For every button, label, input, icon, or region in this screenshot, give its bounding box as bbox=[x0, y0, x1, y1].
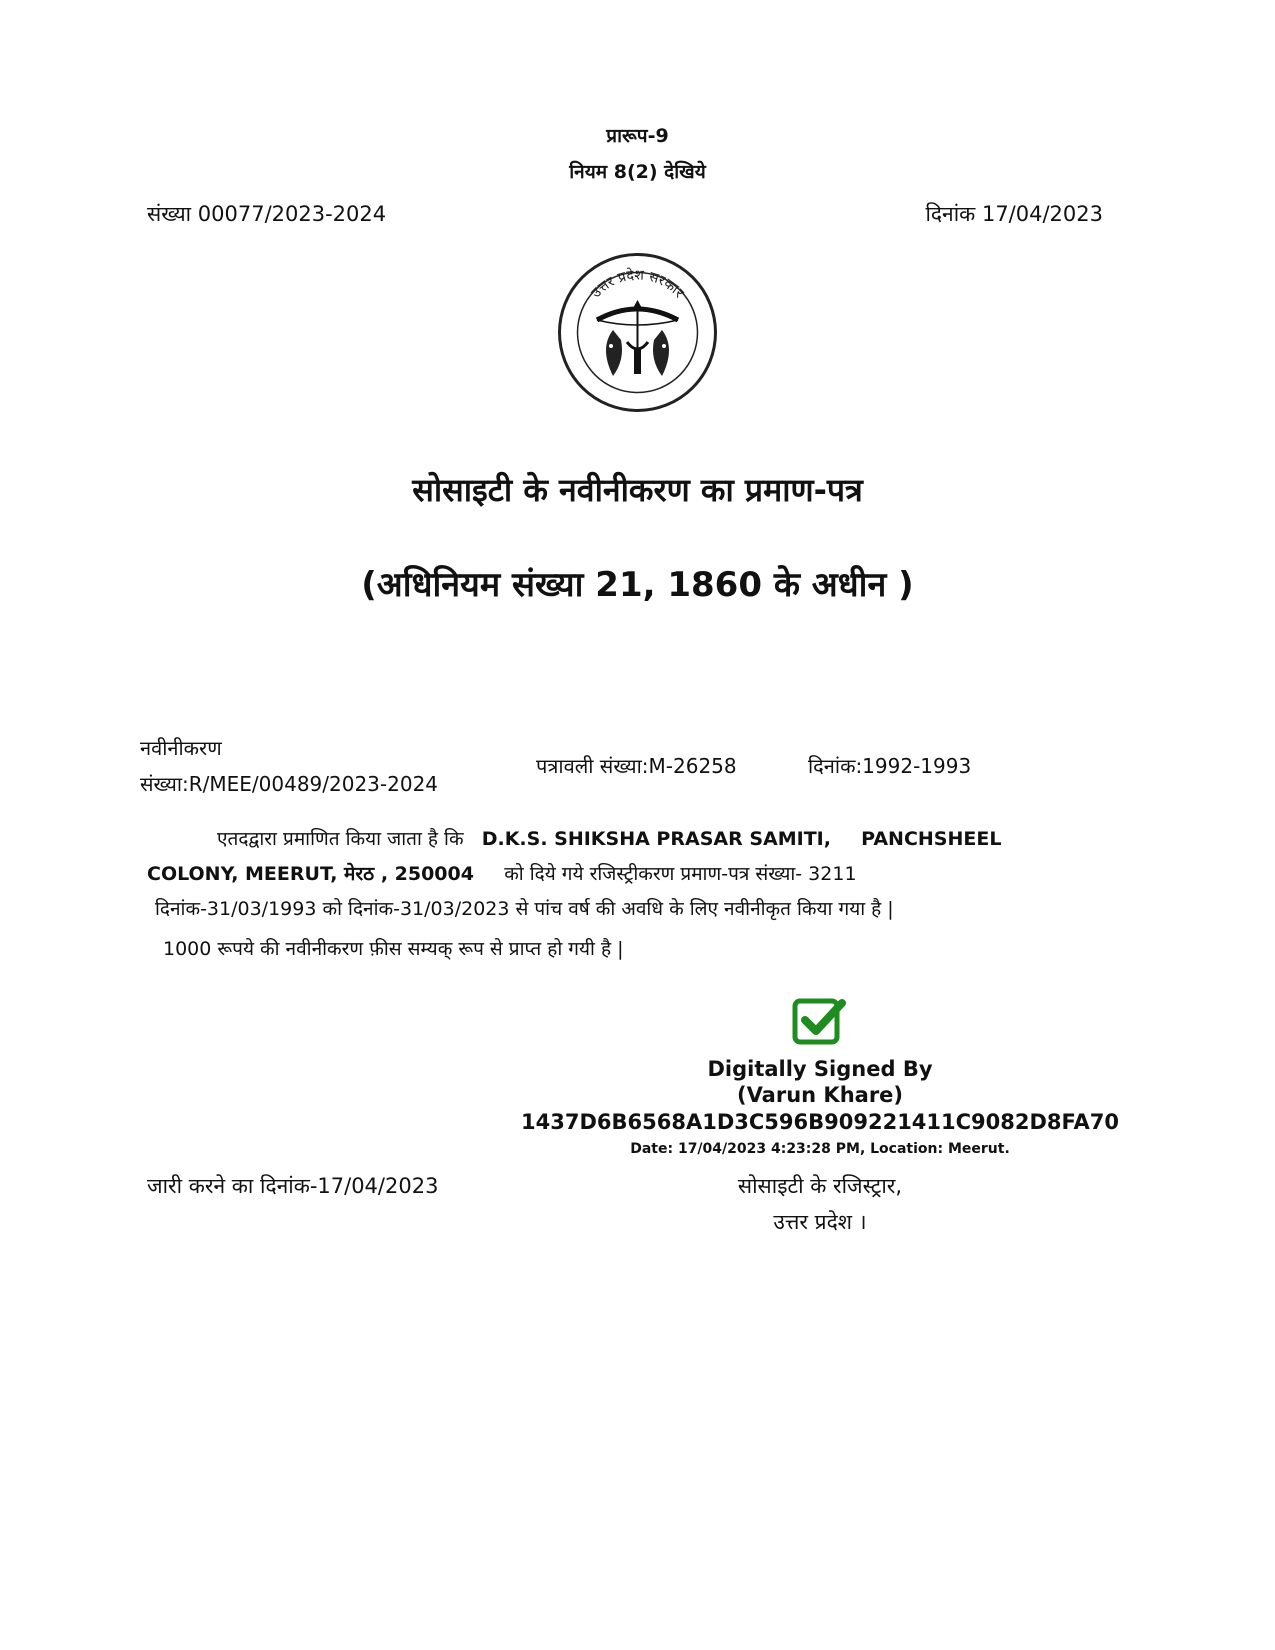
renewal-label: नवीनीकरण bbox=[140, 736, 222, 760]
renewal-period-text: दिनांक-31/03/1993 को दिनांक-31/03/2023 से पांच वर्ष की अवधि के लिए नवीनीकृत किया गया है | bbox=[155, 898, 894, 920]
svg-text:उत्तर प्रदेश सरकार: उत्तर प्रदेश सरकार bbox=[588, 267, 687, 302]
up-government-emblem bbox=[555, 250, 720, 415]
certification-line-2 bbox=[147, 860, 857, 886]
signer-name: (Varun Khare) bbox=[736, 1083, 904, 1107]
certificate-number: संख्या 00077/2023-2024 bbox=[147, 202, 387, 226]
file-date: दिनांक:1992-1993 bbox=[808, 754, 972, 778]
form-number: प्रारूप-9 bbox=[606, 125, 669, 147]
issue-date: जारी करने का दिनांक-17/04/2023 bbox=[147, 1174, 439, 1198]
certificate-date: दिनांक 17/04/2023 bbox=[925, 202, 1103, 226]
society-address-2: COLONY, MEERUT, मेरठ , 250004 bbox=[147, 863, 474, 885]
digitally-signed-by: Digitally Signed By bbox=[707, 1057, 933, 1081]
rule-reference: नियम 8(2) देखिये bbox=[569, 161, 706, 183]
signature-hash: 1437D6B6568A1D3C596B909221411C9082D8FA70 bbox=[521, 1110, 1119, 1134]
certificate-title: सोसाइटी के नवीनीकरण का प्रमाण-पत्र bbox=[412, 471, 863, 509]
registrar-state: उत्तर प्रदेश । bbox=[773, 1210, 867, 1234]
act-reference: (अधिनियम संख्या 21, 1860 के अधीन ) bbox=[361, 565, 914, 605]
certification-prefix: एतदद्वारा प्रमाणित किया जाता है कि bbox=[217, 828, 464, 850]
society-address-1: PANCHSHEEL bbox=[861, 828, 1002, 850]
renewal-number: संख्या:R/MEE/00489/2023-2024 bbox=[140, 772, 439, 796]
signature-verified-check-icon bbox=[792, 996, 846, 1046]
certification-line-1 bbox=[217, 825, 1001, 851]
registrar-designation: सोसाइटी के रजिस्ट्रार, bbox=[737, 1174, 903, 1198]
fee-received-text: 1000 रूपये की नवीनीकरण फ़ीस सम्यक् रूप से प्राप्त हो गयी है | bbox=[163, 938, 624, 960]
society-name: D.K.S. SHIKSHA PRASAR SAMITI, bbox=[481, 828, 831, 850]
file-number: पत्रावली संख्या:M-26258 bbox=[536, 754, 737, 778]
signature-meta: Date: 17/04/2023 4:23:28 PM, Location: Meerut. bbox=[630, 1141, 1010, 1157]
registration-text: को दिये गये रजिस्ट्रीकरण प्रमाण-पत्र संख्या- 3211 bbox=[504, 863, 857, 885]
